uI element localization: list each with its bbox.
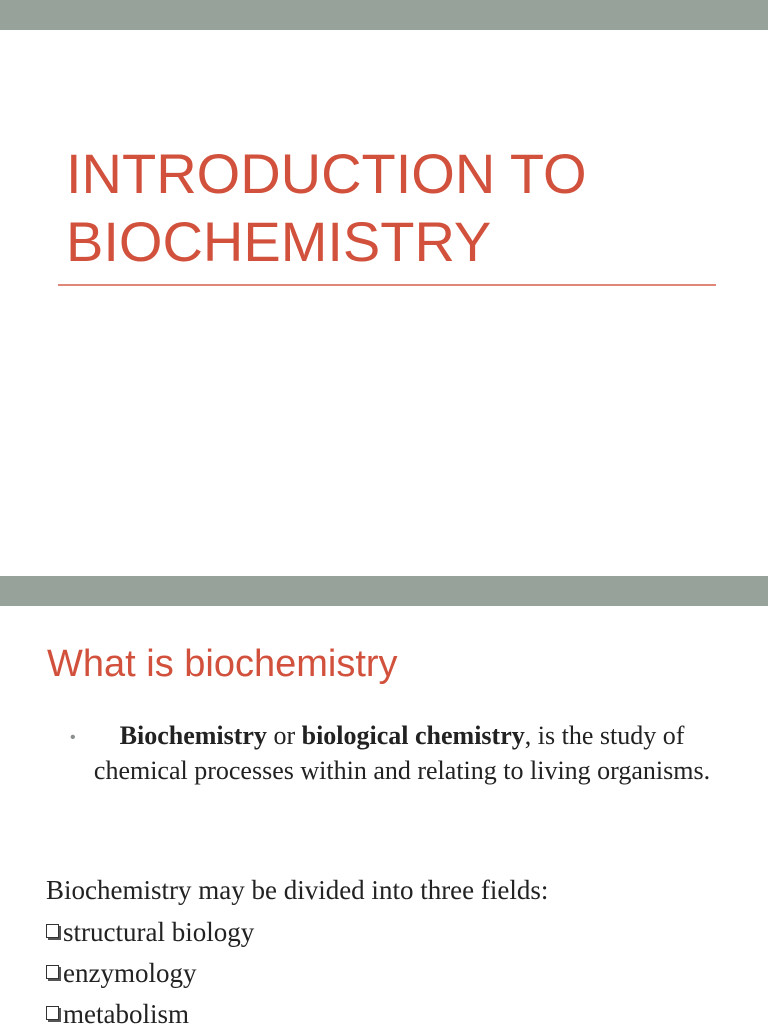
term-connector: or	[266, 721, 302, 750]
slide-title-line-2: BIOCHEMISTRY	[66, 210, 492, 273]
field-label: enzymology	[63, 958, 197, 988]
checkbox-bullet-icon	[46, 965, 59, 979]
term-biochemistry: Biochemistry	[119, 721, 267, 750]
definition-bullet	[70, 718, 720, 788]
definition-rest: , is the study of chemical processes within and relating to living organisms.	[93, 721, 711, 785]
list-item	[46, 912, 746, 953]
checkbox-bullet-icon	[46, 1006, 59, 1020]
list-item	[46, 953, 746, 994]
bullet-icon: •	[70, 729, 76, 746]
fields-intro: Biochemistry may be divided into three fields:	[46, 875, 549, 905]
term-biological-chemistry: biological chemistry	[301, 721, 525, 750]
slide-separator-band	[0, 576, 768, 606]
list-item	[46, 994, 746, 1035]
fields-section	[46, 870, 746, 1035]
title-underline	[58, 284, 716, 286]
slide-heading: What is biochemistry	[47, 643, 398, 685]
checkbox-bullet-icon	[46, 924, 59, 938]
field-label: structural biology	[63, 917, 255, 947]
slide-top-band	[0, 0, 768, 30]
slide-title-line-1: INTRODUCTION TO	[66, 142, 587, 205]
slide-title	[66, 140, 726, 276]
definition-text	[70, 718, 720, 788]
field-label: metabolism	[63, 999, 189, 1029]
